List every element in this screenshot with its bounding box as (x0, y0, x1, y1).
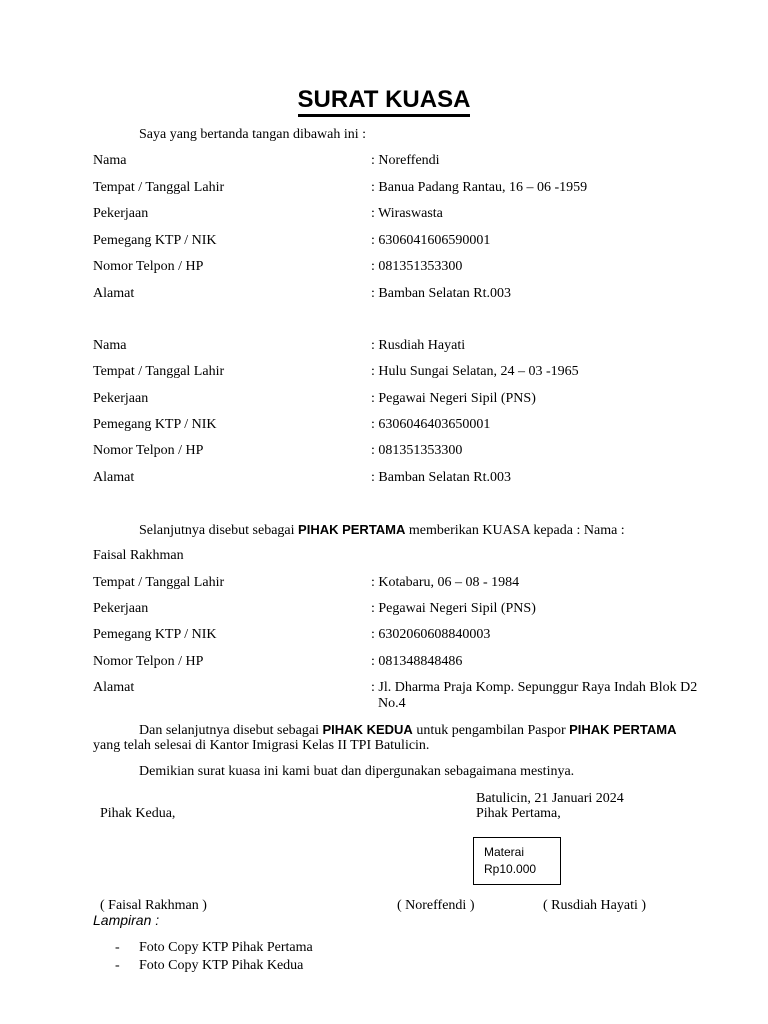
p2-pekerjaan-value: : Pegawai Negeri Sipil (PNS) (371, 391, 536, 406)
p2-ktp-value: : 6306046403650001 (371, 417, 491, 432)
p3-ktp-label: Pemegang KTP / NIK (93, 627, 217, 642)
materai-stamp-box (473, 837, 561, 885)
lampiran-item: Foto Copy KTP Pihak Pertama (139, 940, 313, 955)
lampiran-label: Lampiran : (93, 912, 160, 928)
document-title: SURAT KUASA (0, 86, 768, 117)
p2-pekerjaan-label: Pekerjaan (93, 391, 149, 406)
para-text: Dan selanjutnya disebut sebagai (139, 723, 323, 738)
pihak-kedua-bold: PIHAK KEDUA (322, 722, 413, 737)
p1-alamat-value: : Bamban Selatan Rt.003 (371, 286, 511, 301)
stamp-line2: Rp10.000 (484, 862, 537, 876)
p1-ktp-value: : 6306041606590001 (371, 233, 491, 248)
p3-alamat-label: Alamat (93, 680, 135, 695)
p2-nama-label: Nama (93, 338, 127, 353)
p3-telp-value: : 081348848486 (371, 654, 463, 669)
para-text: memberikan KUASA kepada : Nama : (405, 523, 625, 538)
p3-ttl-value: : Kotabaru, 06 – 08 - 1984 (371, 575, 520, 590)
p1-ttl-label: Tempat / Tanggal Lahir (93, 180, 225, 195)
p3-pekerjaan-label: Pekerjaan (93, 601, 149, 616)
closing-text: Demikian surat kuasa ini kami buat dan dipergunakan sebagaimana mestinya. (139, 764, 575, 779)
p1-ktp-label: Pemegang KTP / NIK (93, 233, 217, 248)
para-text: untuk pengambilan Paspor (412, 723, 570, 738)
p2-telp-label: Nomor Telpon / HP (93, 443, 204, 458)
p2-alamat-label: Alamat (93, 470, 135, 485)
p2-ktp-label: Pemegang KTP / NIK (93, 417, 217, 432)
p3-telp-label: Nomor Telpon / HP (93, 654, 204, 669)
pihak-pertama-bold: PIHAK PERTAMA (569, 722, 677, 737)
pihak-kedua-paragraph (139, 722, 677, 739)
intro-text: Saya yang bertanda tangan dibawah ini : (139, 127, 367, 142)
bullet-dash: - (115, 958, 120, 973)
p2-ttl-label: Tempat / Tanggal Lahir (93, 364, 225, 379)
p2-alamat-value: : Bamban Selatan Rt.003 (371, 470, 511, 485)
p2-telp-value: : 081351353300 (371, 443, 463, 458)
stamp-line1: Materai (484, 845, 525, 859)
p1-pekerjaan-value: : Wiraswasta (371, 206, 443, 221)
place-date: Batulicin, 21 Januari 2024 (476, 791, 624, 806)
pihak-pertama-bold: PIHAK PERTAMA (298, 522, 406, 537)
signature-kedua: ( Faisal Rakhman ) (100, 898, 207, 913)
p3-ttl-label: Tempat / Tanggal Lahir (93, 575, 225, 590)
p3-ktp-value: : 6302060608840003 (371, 627, 491, 642)
p1-ttl-value: : Banua Padang Rantau, 16 – 06 -1959 (371, 180, 588, 195)
p3-pekerjaan-value: : Pegawai Negeri Sipil (PNS) (371, 601, 536, 616)
bullet-dash: - (115, 940, 120, 955)
signature-pertama-1: ( Noreffendi ) (397, 898, 475, 913)
p1-telp-label: Nomor Telpon / HP (93, 259, 204, 274)
p1-telp-value: : 081351353300 (371, 259, 463, 274)
pihak-kedua-paragraph-line2: yang telah selesai di Kantor Imigrasi Kelas II TPI Batulicin. (93, 738, 430, 753)
pihak-pertama-paragraph (139, 522, 625, 539)
signature-pertama-2: ( Rusdiah Hayati ) (543, 898, 647, 913)
p2-nama-value: : Rusdiah Hayati (371, 338, 466, 353)
p3-alamat-value-line1: : Jl. Dharma Praja Komp. Sepunggur Raya Indah Blok D2 (371, 680, 698, 695)
p1-nama-label: Nama (93, 153, 127, 168)
pihak-kedua-label: Pihak Kedua, (100, 806, 176, 821)
p3-nama-value: Faisal Rakhman (93, 548, 184, 563)
pihak-pertama-label: Pihak Pertama, (476, 806, 561, 821)
p1-alamat-label: Alamat (93, 286, 135, 301)
lampiran-item: Foto Copy KTP Pihak Kedua (139, 958, 304, 973)
p2-ttl-value: : Hulu Sungai Selatan, 24 – 03 -1965 (371, 364, 579, 379)
para-text: Selanjutnya disebut sebagai (139, 523, 299, 538)
p1-nama-value: : Noreffendi (371, 153, 440, 168)
p3-alamat-value-line2: No.4 (378, 696, 406, 711)
p1-pekerjaan-label: Pekerjaan (93, 206, 149, 221)
